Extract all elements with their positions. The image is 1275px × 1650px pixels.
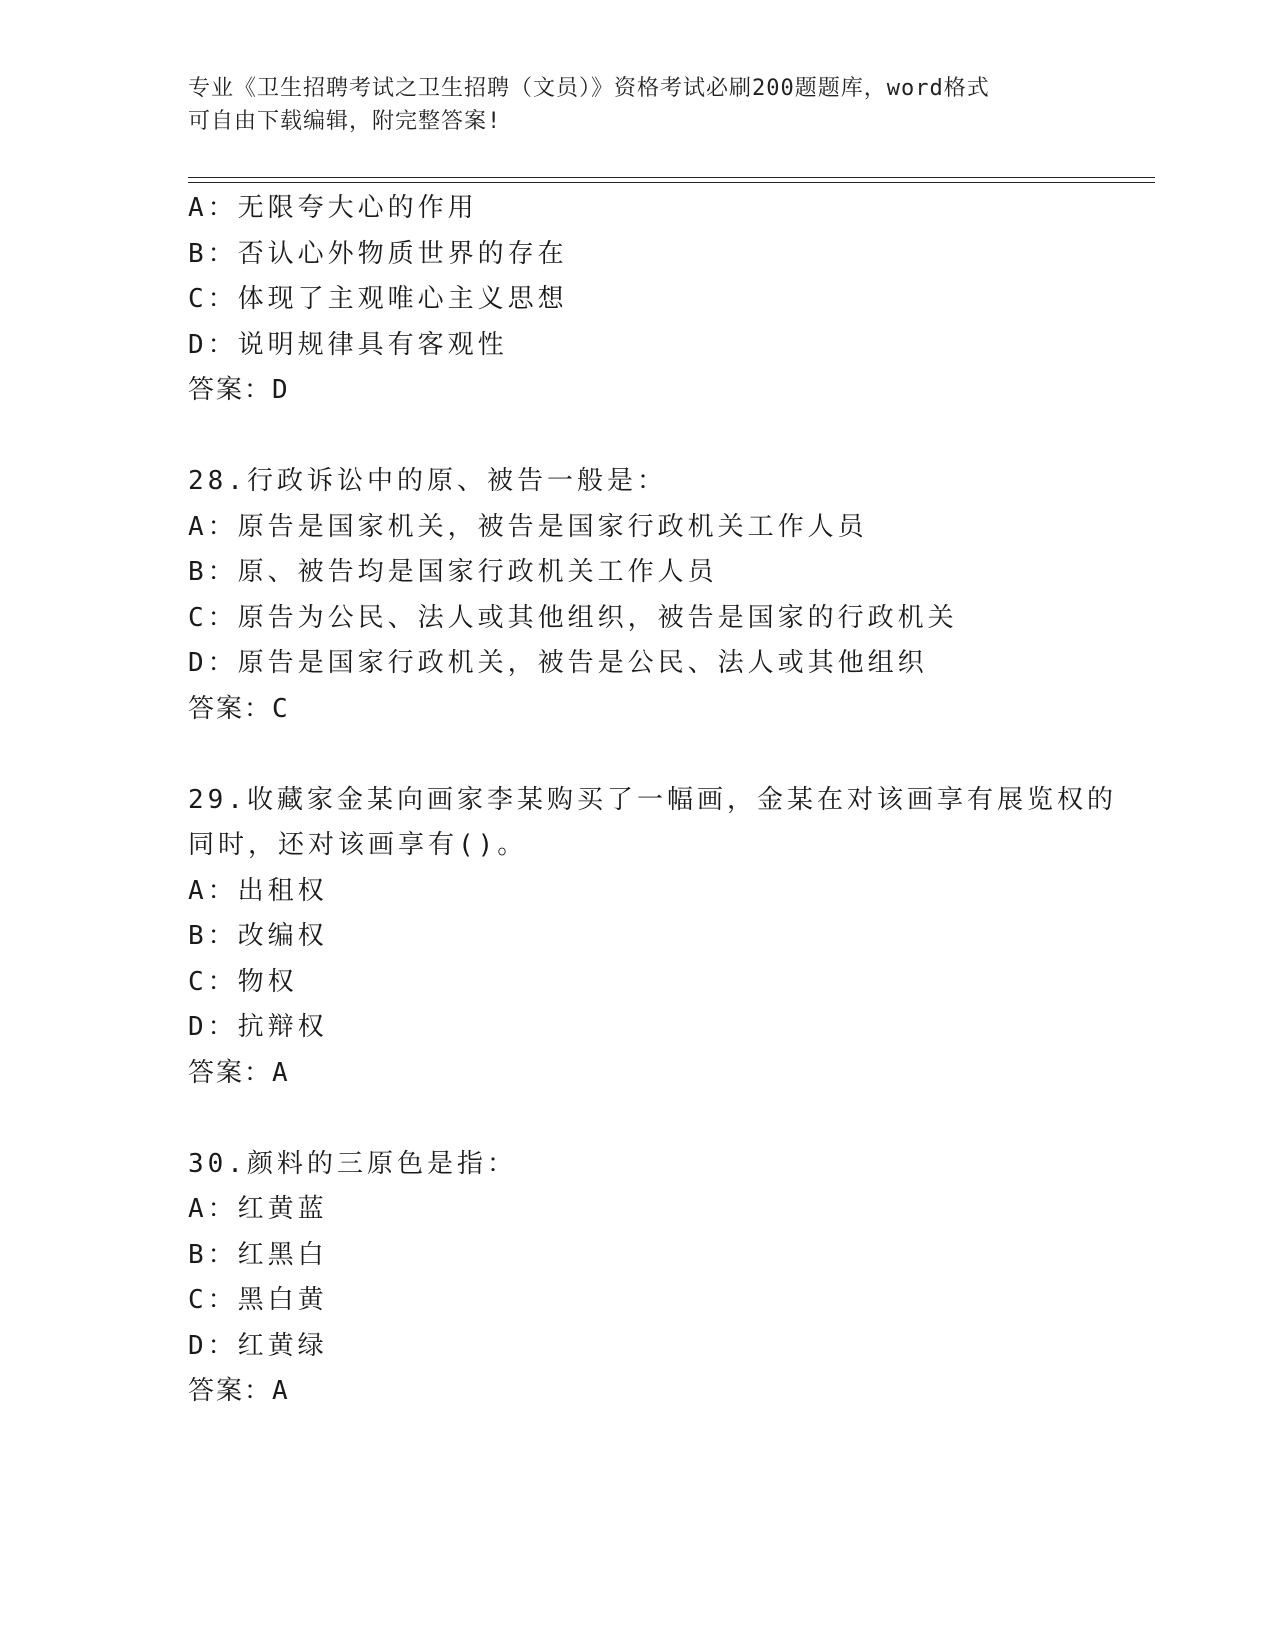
header-line-1: 专业《卫生招聘考试之卫生招聘（文员）》资格考试必刷200题题库，word格式 [188,76,990,101]
option-d: D：红黄绿 [188,1330,328,1361]
option-c: C：体现了主观唯心主义思想 [188,284,568,314]
question-text-line-1: 29.收藏家金某向画家李某购买了一幅画，金某在对该画享有展览权的 [188,784,1117,815]
question-30 [188,1142,1148,1415]
document-header [188,72,1088,138]
option-b: B：红黑白 [188,1239,328,1270]
option-c: C：黑白黄 [188,1285,328,1315]
header-divider-bottom [188,182,1155,183]
question-29 [188,778,1148,1097]
spacer [188,732,1148,778]
answer-label: 答案：D [188,375,290,405]
header-line-2: 可自由下载编辑，附完整答案! [188,109,502,134]
option-b: B：否认心外物质世界的存在 [188,238,568,269]
option-d: D：说明规律具有客观性 [188,329,508,360]
header-divider-top [188,177,1155,178]
option-d: D：抗辩权 [188,1012,328,1042]
question-list [188,186,1148,1415]
option-b: B：改编权 [188,921,328,951]
continued-question [188,186,1148,414]
question-28 [188,459,1148,732]
question-text: 28.行政诉讼中的原、被告一般是： [188,466,667,496]
spacer [188,1096,1148,1142]
option-a: A：无限夸大心的作用 [188,193,478,223]
answer-label: 答案：A [188,1057,290,1088]
answer-label: 答案：C [188,693,290,724]
question-text-line-2: 同时，还对该画享有()。 [188,830,528,860]
option-a: A：出租权 [188,875,328,906]
option-b: B：原、被告均是国家行政机关工作人员 [188,557,718,587]
option-a: A：红黄蓝 [188,1194,328,1224]
question-text: 30.颜料的三原色是指： [188,1148,517,1179]
option-c: C：物权 [188,966,298,997]
spacer [188,414,1148,460]
answer-label: 答案：A [188,1376,290,1406]
option-c: C：原告为公民、法人或其他组织，被告是国家的行政机关 [188,602,958,633]
option-a: A：原告是国家机关，被告是国家行政机关工作人员 [188,511,868,542]
option-d: D：原告是国家行政机关，被告是公民、法人或其他组织 [188,648,928,678]
